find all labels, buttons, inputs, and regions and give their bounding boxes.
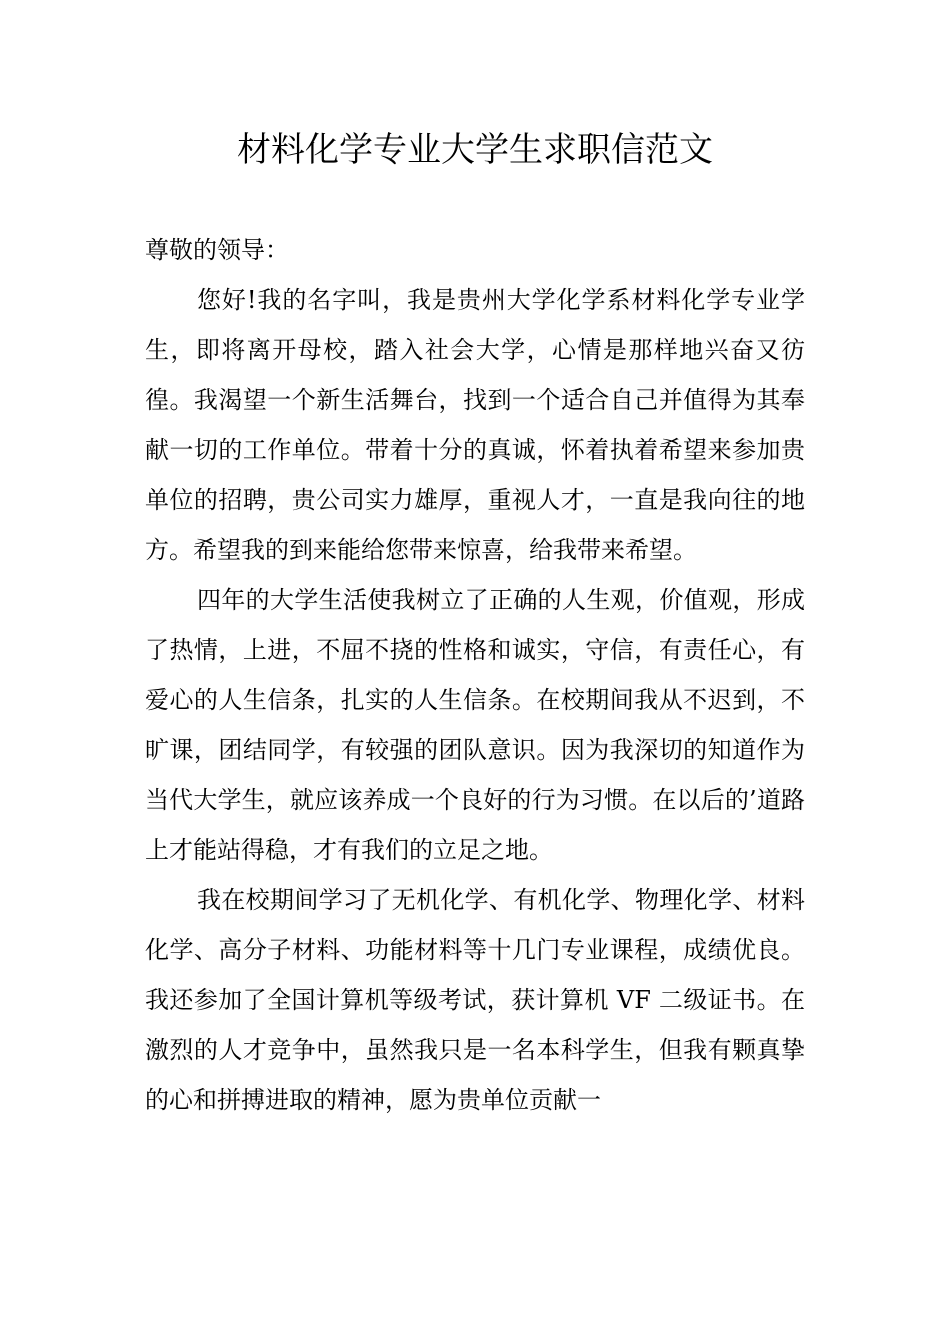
- salutation: 尊敬的领导：: [145, 236, 289, 264]
- paragraph-2: 四年的大学生活使我树立了正确的人生观，价值观，形成了热情，上进，不屈不挠的性格和诚实，守信，有责任心，有爱心的人生信条，扎实的人生信条。在校期间我从不迟到，不旷课，团结同学，有较强的团队意识。因为我深切的知道作为当代大学生，就应该养成一个良好的行为习惯。在以后的’道路上才能站得稳，才有我们的立足之地。: [145, 586, 805, 864]
- document-body: [145, 225, 805, 1125]
- paragraph-3: 我在校期间学习了无机化学、有机化学、物理化学、材料化学、高分子材料、功能材料等十几门专业课程，成绩优良。我还参加了全国计算机等级考试，获计算机 VF 二级证书。在激烈的人才竞争中，虽然我只是一名本科学生，但我有颗真挚的心和拼搏进取的精神，愿为贵单位贡献一: [145, 886, 805, 1114]
- paragraph-1: 您好!我的名字叫，我是贵州大学化学系材料化学专业学生，即将离开母校，踏入社会大学，心情是那样地兴奋又彷徨。我渴望一个新生活舞台，找到一个适合自己并值得为其奉献一切的工作单位。带着十分的真诚，怀着执着希望来参加贵单位的招聘，贵公司实力雄厚，重视人才，一直是我向往的地方。希望我的到来能给您带来惊喜，给我带来希望。: [145, 286, 805, 564]
- document-title: 材料化学专业大学生求职信范文: [237, 130, 713, 170]
